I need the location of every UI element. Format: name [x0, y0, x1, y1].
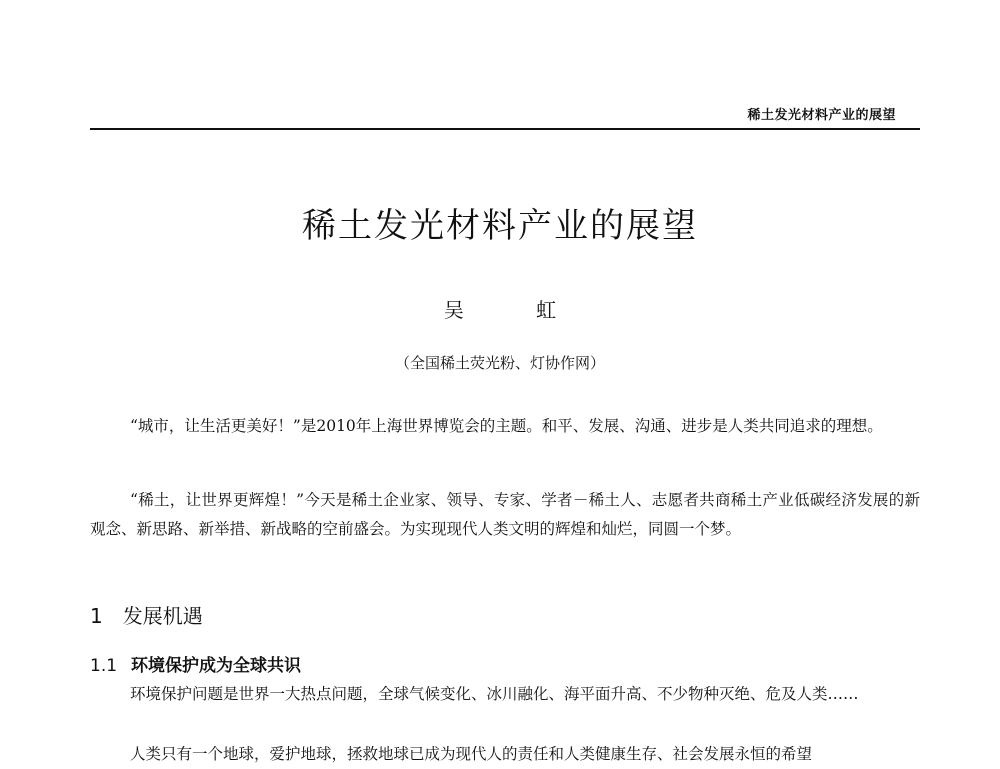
paragraph-1: “城市，让生活更美好！”是2010年上海世界博览会的主题。和平、发展、沟通、进步是人类共同追求的理想。 — [130, 417, 883, 435]
section-title: 发展机遇 — [122, 604, 203, 628]
subsection-title: 环境保护成为全球共识 — [131, 656, 302, 676]
subsection-heading-1-1 — [90, 651, 301, 676]
running-head: 稀土发光材料产业的展望 — [747, 108, 896, 123]
paragraph-2: “稀土，让世界更辉煌！”今天是稀土企业家、领导、专家、学者－稀土人、志愿者共商稀土产业低碳经济发展的新观念、新思路、新举措、新战略的空前盛会。为实现现代人类文明的辉煌和灿烂，同圆一个梦。 — [90, 491, 920, 538]
section-heading-1 — [90, 600, 203, 629]
paragraph-4: 人类只有一个地球，爱护地球，拯救地球已成为现代人的责任和人类健康生存、社会发展永恒的希望 — [130, 745, 813, 763]
author-affiliation: （全国稀土荧光粉、灯协作网） — [394, 354, 605, 372]
header-rule — [90, 128, 920, 130]
author-name: 吴 虹 — [443, 298, 579, 322]
paragraph-3: 环境保护问题是世界一大热点问题，全球气候变化、冰川融化、海平面升高、不少物种灭绝、危及人类…… — [130, 685, 859, 703]
article-title: 稀土发光材料产业的展望 — [302, 206, 698, 246]
subsection-number: 1.1 — [90, 656, 118, 676]
section-number: 1 — [90, 604, 103, 628]
